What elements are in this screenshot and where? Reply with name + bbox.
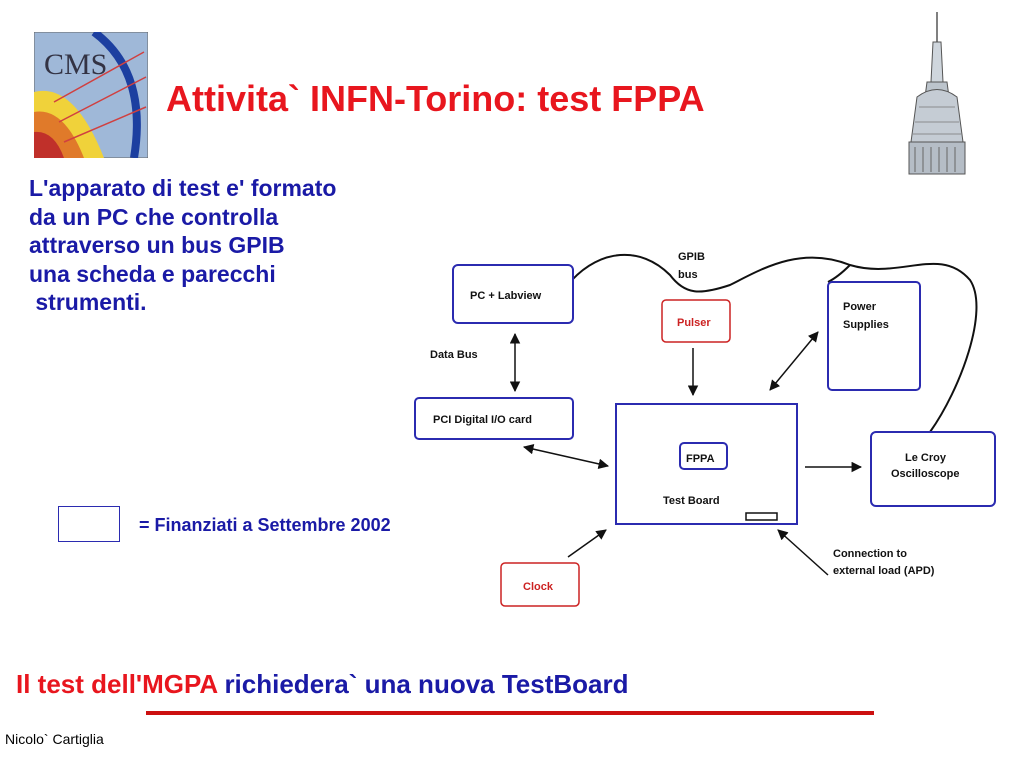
pulser-label: Pulser [677,317,711,329]
power-label-1: Power [843,301,877,313]
clock-arrow [568,530,606,557]
test-setup-diagram [400,240,1000,610]
pci-label: PCI Digital I/O card [433,414,533,426]
gpib-label-1: GPIB [678,251,705,263]
footer-red-part: Il test dell'MGPA [16,669,218,699]
footer-blue-part: richiedera` una nuova TestBoard [217,669,629,699]
apd-arrow [778,530,828,575]
legend-text: = Finanziati a Settembre 2002 [139,515,391,535]
gpib-to-power-line [828,265,850,282]
footer-statement [16,669,629,700]
gpib-label-2: bus [678,269,698,281]
apd-connector [746,513,777,520]
power-label-2: Supplies [843,319,889,331]
power-supplies-box [828,282,920,390]
svg-text:CMS: CMS [44,48,108,81]
mole-antonelliana-icon [905,12,975,178]
fppa-label: FPPA [686,453,715,465]
legend-swatch [58,506,120,542]
databus-label: Data Bus [430,349,478,361]
pci-testboard-arrow [524,447,608,466]
connection-label-1: Connection to [833,548,907,560]
lecroy-label-2: Oscilloscope [891,468,960,480]
connection-label-2: external load (APD) [833,565,935,577]
footer-divider [146,711,874,715]
author-name: Nicolo` Cartiglia [5,731,104,747]
pc-labview-label: PC + Labview [470,290,542,302]
power-arrow [770,332,818,390]
test-board-label: Test Board [663,495,720,507]
cms-logo [34,32,148,158]
page-title: Attivita` INFN-Torino: test FPPA [166,78,705,119]
intro-text: L'apparato di test e' formato da un PC che controlla attraverso un bus GPIB una scheda e parecchi strumenti. [29,175,337,315]
lecroy-label-1: Le Croy [905,452,946,464]
clock-label: Clock [523,581,553,593]
